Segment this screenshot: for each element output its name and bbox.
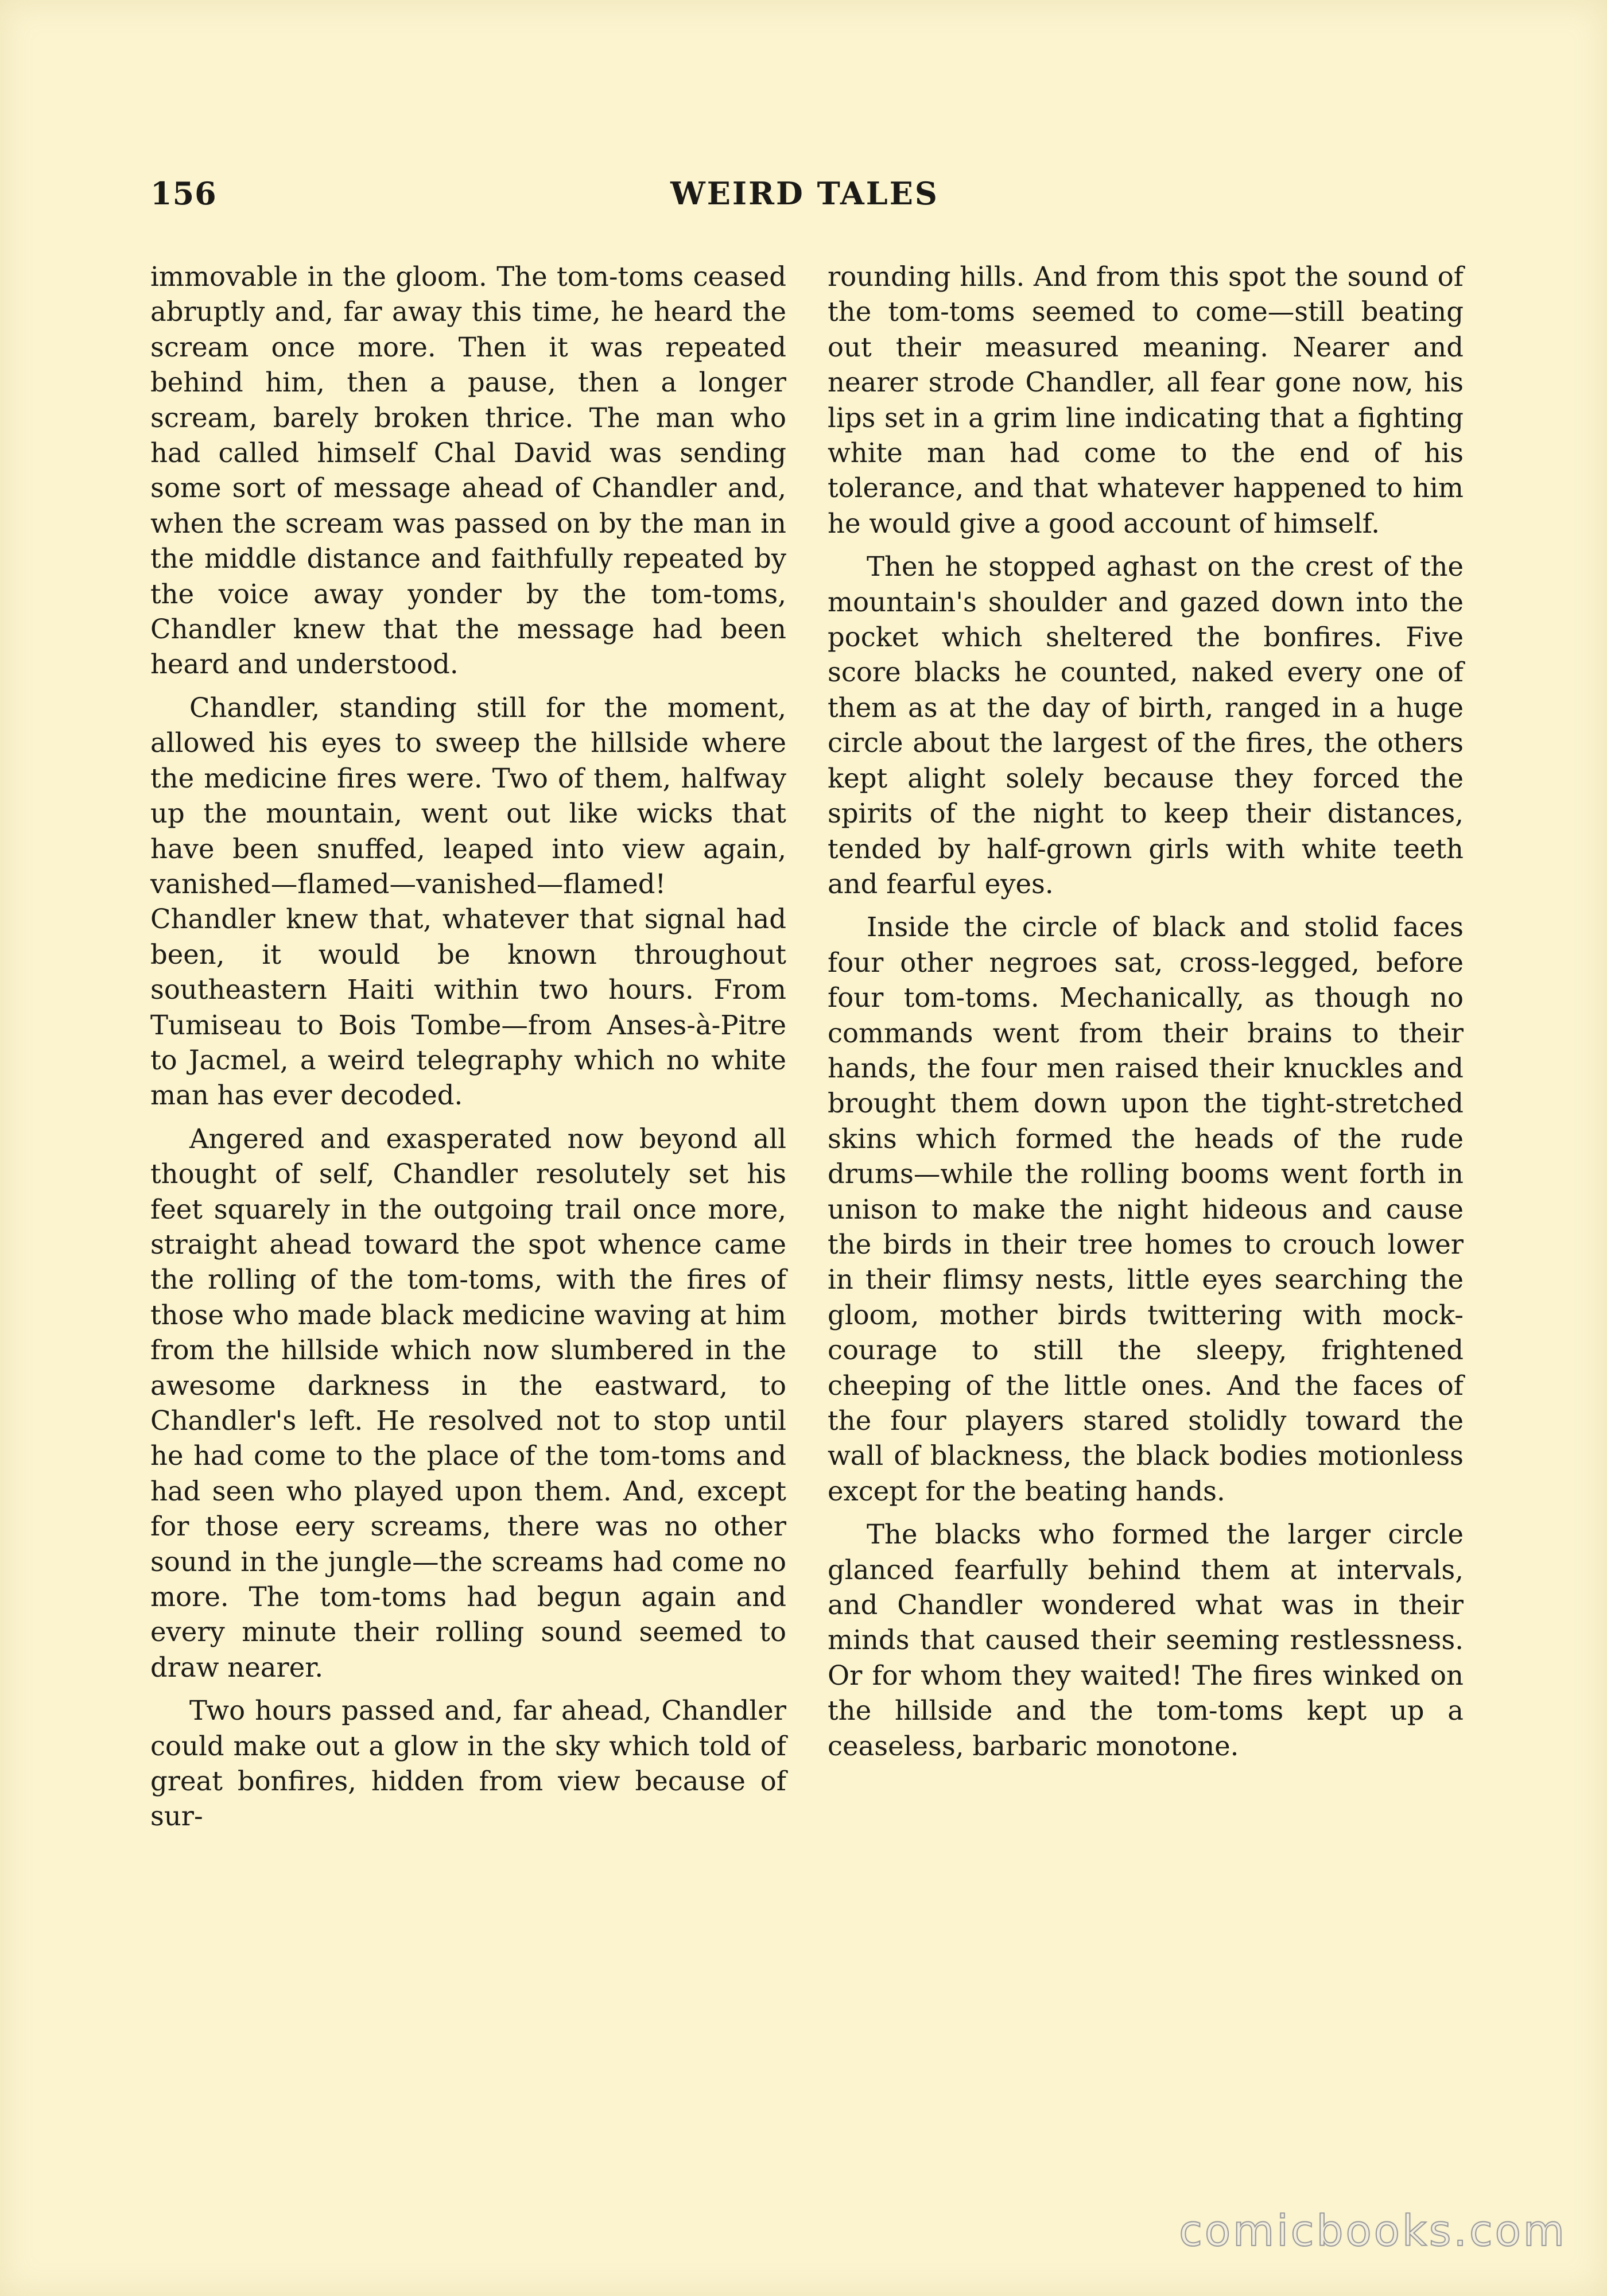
paragraph: immovable in the gloom. The tom-toms ceased abruptly and, far away this time, he heard the scream once more. Then it was repeated behind him, then a pause, then a longer scream, barely broken thrice. The man who had called himself Chal David was sending some sort of message ahead of Chandler and, when the scream was passed on by the man in the middle distance and faithfully repeated by the voice away yonder by the tom-toms, Chandler knew that the message had been heard and understood. xyxy=(150,261,786,680)
site-watermark: comicbooks.com xyxy=(1179,2206,1567,2256)
paragraph: The blacks who formed the larger circle glanced fearfully behind them at intervals, and Chandler wondered what was in their minds that caused their seeming restlessness. Or for whom they waited! The fires winked on the hillside and the tom-toms kept up a ceaseless, barbaric monotone. xyxy=(828,1519,1464,1762)
paragraph: Chandler, standing still for the moment, allowed his eyes to sweep the hillside where the medicine fires were. Two of them, halfway up the mountain, went out like wicks that have been snuffed, leaped into view again, vanished—flamed—vanished—flamed! Chandler knew that, whatever that signal had been, it would be known throughout southeastern Haiti within two hours. From Tumiseau to Bois Tombe—from Anses-à-Pitre to Jacmel, a weird telegraphy which no white man has ever decoded. xyxy=(150,692,786,1111)
paragraph: Then he stopped aghast on the crest of the mountain's shoulder and gazed down into the pocket which sheltered the bonfires. Five score blacks he counted, naked every one of them as at the day of birth, ranged in a huge circle about the largest of the fires, the others kept alight solely because they forced the spirits of the night to keep their distances, tended by half-grown girls with white teeth and fearful eyes. xyxy=(828,551,1464,899)
running-title: WEIRD TALES xyxy=(670,175,939,212)
paragraph: rounding hills. And from this spot the sound of the tom-toms seemed to come—still beating out their measured meaning. Nearer and nearer strode Chandler, all fear gone now, his lips set in a grim line indicating that a fighting white man had come to the end of his tolerance, and that whatever happened to him he would give a good account of himself. xyxy=(828,261,1464,539)
right-column xyxy=(828,259,1464,1764)
page-header xyxy=(150,175,1459,221)
paragraph: Two hours passed and, far ahead, Chandler could make out a glow in the sky which told of great bonfires, hidden from view because of sur- xyxy=(150,1695,786,1832)
paragraph: Angered and exasperated now beyond all thought of self, Chandler resolutely set his feet squarely in the outgoing trail once more, straight ahead toward the spot whence came the rolling of the tom-toms, with the fires of those who made black medicine waving at him from the hillside which now slumbered in the awesome darkness in the eastward, to Chandler's left. He resolved not to stop until he had come to the place of the tom-toms and had seen who played upon them. And, except for those eery screams, there was no other sound in the jungle—the screams had come no more. The tom-toms had begun again and every minute their rolling sound seemed to draw nearer. xyxy=(150,1123,786,1683)
paragraph: Inside the circle of black and stolid faces four other negroes sat, cross-legged, before four tom-toms. Mechanically, as though no commands went from their brains to their hands, the four men raised their knuckles and brought them down upon the tight-stretched skins which formed the heads of the rude drums—while the rolling booms went forth in unison to make the night hideous and cause the birds in their tree homes to crouch lower in their flimsy nests, little eyes searching the gloom, mother birds twittering with mock-courage to still the sleepy, frightened cheeping of the little ones. And the faces of the four players stared stolidly toward the wall of blackness, the black bodies motionless except for the beating hands. xyxy=(828,912,1464,1507)
page-number: 156 xyxy=(150,175,217,212)
left-column xyxy=(150,259,786,1835)
